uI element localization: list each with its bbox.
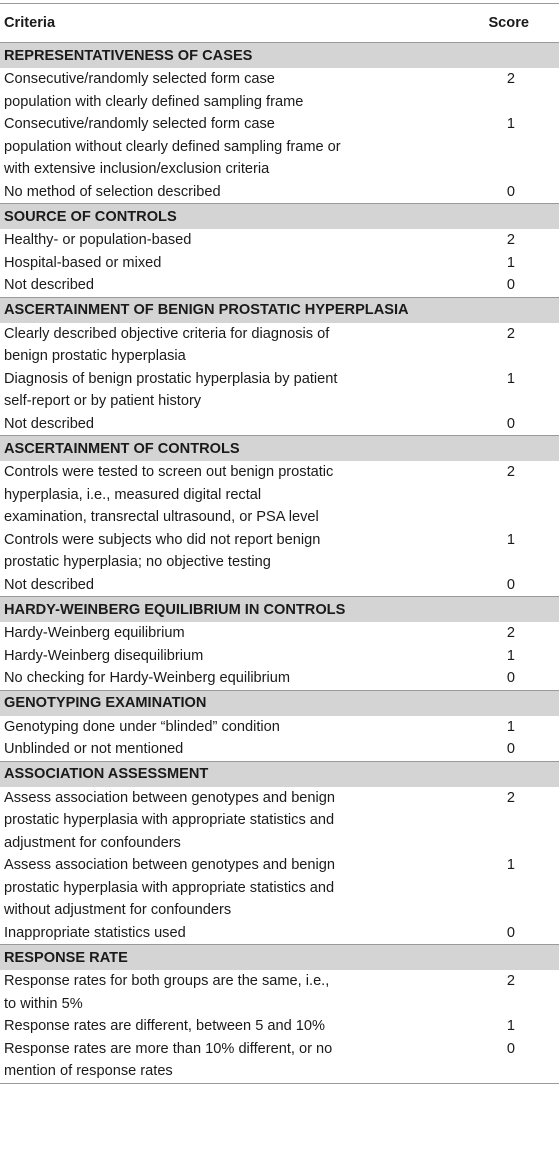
table-row — [0, 787, 559, 855]
criterion-text — [4, 274, 366, 297]
criterion-line: Genotyping done under “blinded” condition — [4, 718, 280, 735]
table-row — [0, 970, 559, 1015]
score-value: 1 — [506, 116, 515, 132]
section-title: SOURCE OF CONTROLS — [4, 208, 177, 225]
score-value: 2 — [506, 232, 515, 248]
criterion-text — [4, 922, 366, 945]
section-title: REPRESENTATIVENESS OF CASES — [4, 47, 253, 64]
table-header — [0, 4, 559, 42]
score-value: 2 — [506, 71, 515, 87]
section-title: ASSOCIATION ASSESSMENT — [4, 766, 209, 782]
section-header — [0, 297, 559, 323]
criterion-text — [4, 1038, 366, 1083]
criterion-text — [4, 716, 366, 739]
criterion-line: No method of selection described — [4, 183, 221, 200]
criterion-line: Response rates for both groups are the same, i.e., — [4, 973, 330, 989]
table-row — [0, 274, 559, 297]
criterion-line: Not described — [4, 277, 95, 293]
criterion-line: Consecutive/randomly selected form case — [4, 71, 275, 87]
criterion-text — [4, 181, 366, 204]
criterion-text — [4, 738, 366, 761]
criterion-line: Unblinded or not mentioned — [4, 741, 184, 757]
table-row — [0, 574, 559, 597]
criterion-text — [4, 667, 366, 690]
criterion-text — [4, 413, 366, 436]
criterion-line: Not described — [4, 415, 95, 432]
section-title: GENOTYPING EXAMINATION — [4, 695, 207, 711]
table-row — [0, 922, 559, 945]
table-row — [0, 622, 559, 645]
score-value: 1 — [506, 254, 515, 271]
criteria-column-header: Criteria — [4, 15, 56, 31]
score-value: 1 — [506, 857, 515, 873]
table-row — [0, 738, 559, 761]
criterion-text — [4, 368, 366, 413]
criterion-line: prostatic hyperplasia with appropriate statistics and — [4, 879, 335, 896]
section-header — [0, 42, 559, 68]
score-value: 1 — [506, 647, 515, 664]
section-header — [0, 761, 559, 787]
criterion-line: Diagnosis of benign prostatic hyperplasia by patient — [4, 370, 338, 387]
criterion-text — [4, 645, 366, 668]
score-value: 1 — [506, 531, 515, 548]
score-value: 2 — [506, 625, 515, 641]
section-title: ASCERTAINMENT OF CONTROLS — [4, 440, 240, 457]
score-value: 0 — [506, 277, 515, 293]
section-title: ASCERTAINMENT OF BENIGN PROSTATIC HYPERPLASIA — [4, 302, 409, 318]
criterion-text — [4, 113, 366, 181]
table-row — [0, 461, 559, 529]
criterion-text — [4, 574, 366, 597]
section-title: RESPONSE RATE — [4, 949, 128, 966]
score-column-header: Score — [488, 15, 529, 31]
table-row — [0, 1038, 559, 1083]
score-value: 0 — [506, 576, 515, 593]
criterion-text — [4, 323, 366, 368]
criterion-line: Inappropriate statistics used — [4, 924, 186, 941]
criterion-line: prostatic hyperplasia; no objective testing — [4, 554, 271, 570]
criterion-line: Assess association between genotypes and benign — [4, 857, 336, 873]
table-row — [0, 667, 559, 690]
criterion-text — [4, 854, 366, 922]
criterion-line: Response rates are different, between 5 and 10% — [4, 1018, 326, 1034]
section-header — [0, 596, 559, 622]
score-value: 0 — [506, 1040, 515, 1057]
criterion-line: benign prostatic hyperplasia — [4, 348, 186, 364]
table-row — [0, 645, 559, 668]
table-row — [0, 854, 559, 922]
section-header — [0, 690, 559, 716]
criterion-text — [4, 1015, 366, 1038]
table-row — [0, 716, 559, 739]
criterion-line: self-report or by patient history — [4, 393, 202, 409]
criterion-text — [4, 787, 366, 855]
criterion-line: Healthy- or population-based — [4, 232, 192, 248]
criterion-line: Hospital-based or mixed — [4, 254, 162, 271]
table-body — [0, 42, 559, 1083]
score-value: 2 — [506, 789, 515, 806]
score-value: 0 — [506, 924, 515, 941]
bottom-rule — [0, 1083, 559, 1084]
table-row — [0, 181, 559, 204]
score-value: 1 — [506, 370, 515, 387]
criterion-line: examination, transrectal ultrasound, or PSA level — [4, 509, 319, 525]
criterion-line: Assess association between genotypes and benign — [4, 789, 336, 806]
section-header — [0, 435, 559, 461]
criterion-line: Controls were subjects who did not report benign — [4, 531, 321, 548]
criterion-line: with extensive inclusion/exclusion criteria — [4, 161, 270, 177]
table-row — [0, 529, 559, 574]
score-value: 0 — [506, 741, 515, 757]
score-value: 1 — [506, 1018, 515, 1034]
criterion-line: Not described — [4, 576, 95, 593]
table-row — [0, 368, 559, 413]
criterion-text — [4, 252, 366, 275]
criterion-line: Clearly described objective criteria for diagnosis of — [4, 325, 330, 342]
score-value: 1 — [506, 718, 515, 735]
criterion-line: mention of response rates — [4, 1063, 173, 1079]
table-row — [0, 252, 559, 275]
score-value: 2 — [506, 464, 515, 480]
section-header — [0, 203, 559, 229]
table-row — [0, 1015, 559, 1038]
table-row — [0, 113, 559, 181]
criterion-text — [4, 461, 366, 529]
criterion-text — [4, 68, 366, 113]
criterion-line: hyperplasia, i.e., measured digital rectal — [4, 486, 262, 503]
table-row — [0, 229, 559, 252]
criterion-text — [4, 970, 366, 1015]
criterion-line: population with clearly defined sampling frame — [4, 93, 304, 110]
criterion-line: without adjustment for confounders — [4, 902, 232, 918]
score-value: 0 — [506, 415, 515, 432]
table-row — [0, 413, 559, 436]
score-value: 2 — [506, 325, 515, 342]
criterion-line: to within 5% — [4, 995, 83, 1012]
criterion-line: prostatic hyperplasia with appropriate statistics and — [4, 812, 335, 828]
criterion-text — [4, 622, 366, 645]
score-value: 2 — [506, 973, 515, 989]
section-header — [0, 944, 559, 970]
criterion-line: Hardy-Weinberg disequilibrium — [4, 647, 204, 664]
criterion-line: Controls were tested to screen out benign prostatic — [4, 464, 334, 480]
table-row — [0, 68, 559, 113]
criterion-line: adjustment for confounders — [4, 834, 181, 851]
criterion-line: Hardy-Weinberg equilibrium — [4, 625, 185, 641]
score-value: 0 — [506, 670, 515, 686]
score-value: 0 — [506, 183, 515, 200]
criterion-line: Consecutive/randomly selected form case — [4, 116, 275, 132]
criterion-line: No checking for Hardy-Weinberg equilibrium — [4, 670, 291, 686]
criterion-text — [4, 229, 366, 252]
section-title: HARDY-WEINBERG EQUILIBRIUM IN CONTROLS — [4, 601, 346, 618]
table-row — [0, 323, 559, 368]
criterion-line: population without clearly defined sampling frame or — [4, 138, 341, 155]
criterion-line: Response rates are more than 10% different, or no — [4, 1040, 333, 1057]
criterion-text — [4, 529, 366, 574]
